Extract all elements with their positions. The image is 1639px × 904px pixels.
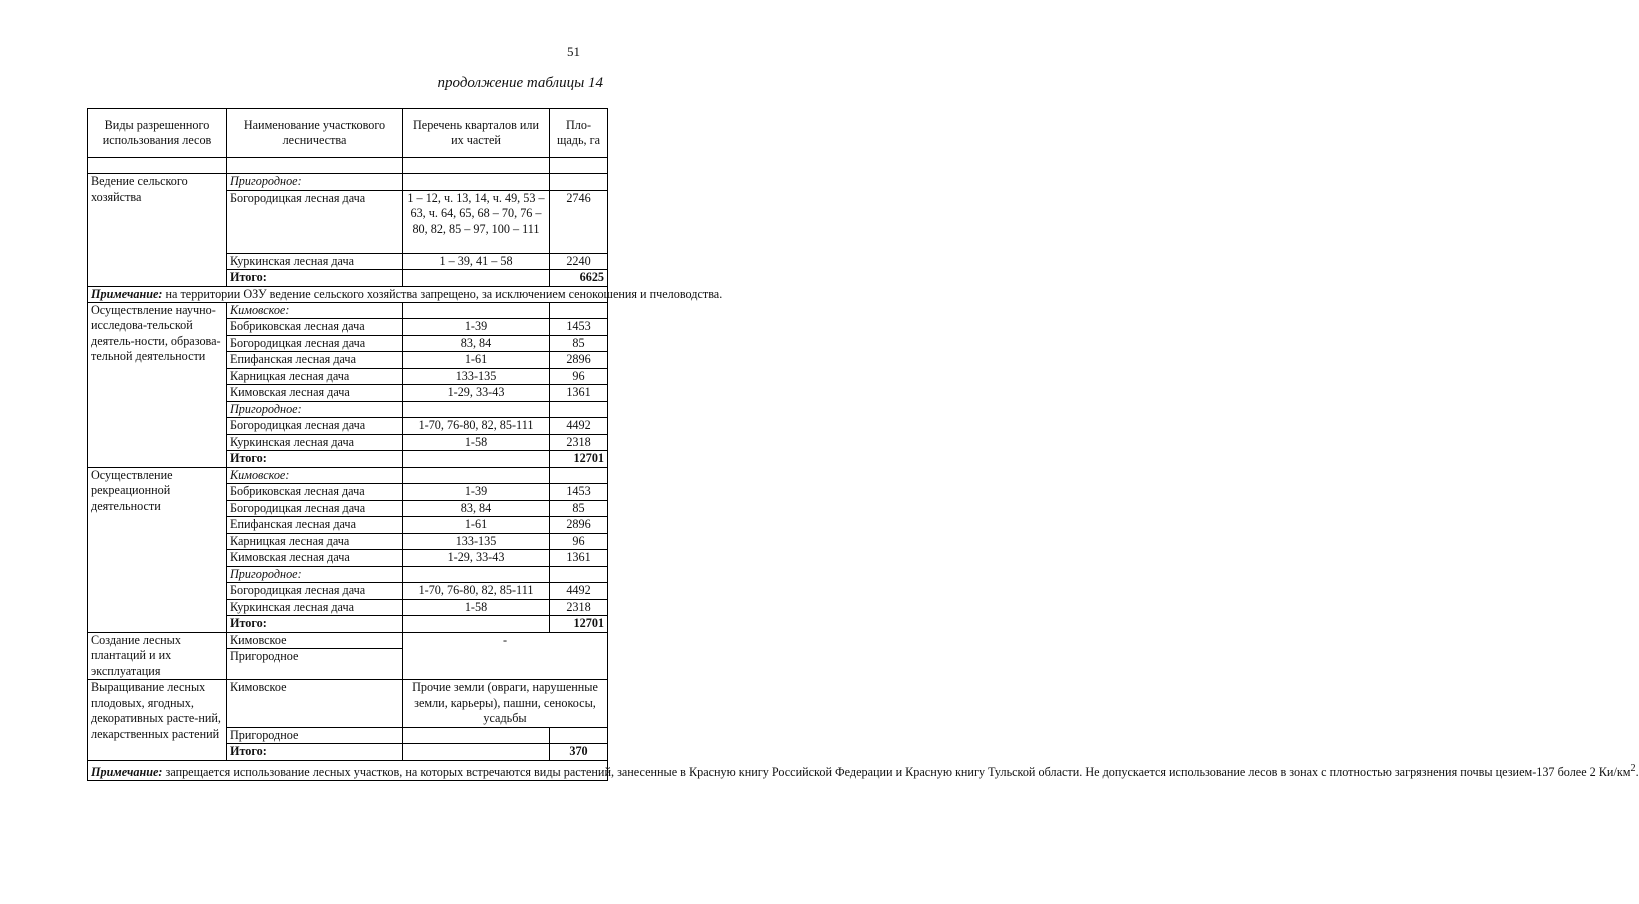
forestry-group-label: Кимовское: — [227, 302, 403, 319]
quarters-cell: 1-70, 76-80, 82, 85-111 — [403, 583, 550, 600]
area-cell: 1361 — [550, 550, 608, 567]
forest-dacha-name: Богородицкая лесная дача — [227, 190, 403, 253]
note-text: на территории ОЗУ ведение сельского хозяйства запрещено, за исключением сенокошения и пчеловодства. — [162, 286, 723, 301]
total-value: 6625 — [550, 270, 608, 287]
activity-forest-plantations: Создание лесных плантаций и их эксплуатация — [88, 632, 227, 680]
table-row — [88, 467, 608, 484]
area-cell: 1453 — [550, 319, 608, 336]
quarters-cell: 1-29, 33-43 — [403, 385, 550, 402]
quarters-cell: 1 – 12, ч. 13, 14, ч. 49, 53 – 63, ч. 64, 65, 68 – 70, 76 – 80, 82, 85 – 97, 100 – 111 — [403, 190, 550, 253]
forestry-name: Кимовское — [227, 680, 403, 728]
area-cell: 2318 — [550, 599, 608, 616]
quarters-cell: 1-58 — [403, 599, 550, 616]
note-row — [88, 760, 608, 780]
forest-dacha-name: Епифанская лесная дача — [227, 517, 403, 534]
area-cell: 1453 — [550, 484, 608, 501]
lands-description: Прочие земли (овраги, нарушенные земли, карьеры), пашни, сенокосы, усадьбы — [403, 680, 608, 728]
total-label: Итого: — [227, 451, 403, 468]
header-usage-type: Виды разрешенного использования лесов — [88, 109, 227, 158]
forestry-name: Пригородное — [227, 649, 403, 680]
forest-dacha-name: Карницкая лесная дача — [227, 533, 403, 550]
area-cell: 2896 — [550, 517, 608, 534]
forestry-group-label: Пригородное: — [227, 566, 403, 583]
forest-dacha-name: Карницкая лесная дача — [227, 368, 403, 385]
table-continuation-title: продолжение таблицы 14 — [437, 75, 603, 91]
forestry-name: Пригородное — [227, 727, 403, 744]
table-header-row — [88, 109, 608, 158]
area-cell: 4492 — [550, 583, 608, 600]
area-cell: 96 — [550, 368, 608, 385]
note-text-end: . — [1635, 764, 1639, 779]
forest-dacha-name: Куркинская лесная дача — [227, 434, 403, 451]
page-number: 51 — [567, 44, 580, 59]
forest-dacha-name: Куркинская лесная дача — [227, 253, 403, 270]
forest-dacha-name: Епифанская лесная дача — [227, 352, 403, 369]
activity-research-education: Осуществление научно-исследова-тельской деятель-ности, образова-тельной деятельности — [88, 302, 227, 467]
area-cell: 4492 — [550, 418, 608, 435]
forestry-name: Кимовское — [227, 632, 403, 649]
quarters-cell: 133-135 — [403, 533, 550, 550]
area-cell: 2318 — [550, 434, 608, 451]
forest-dacha-name: Кимовская лесная дача — [227, 550, 403, 567]
area-cell: 2896 — [550, 352, 608, 369]
quarters-cell: 83, 84 — [403, 335, 550, 352]
quarters-cell: 1-61 — [403, 352, 550, 369]
note-superscript: 2 — [1630, 762, 1636, 774]
not-applicable-cell: - — [403, 632, 608, 680]
forest-dacha-name: Богородицкая лесная дача — [227, 500, 403, 517]
table-row — [88, 632, 608, 649]
activity-agriculture: Ведение сельского хозяйства — [88, 174, 227, 287]
total-label: Итого: — [227, 616, 403, 633]
note-text: запрещается использование лесных участков, на которых встречаются виды растений, занесенные в Красную книгу Российской Федерации и Красную книгу Тульской области. Не допускается использование лесов в зонах с плотностью загрязнения почвы цезием-137 более 2 Ки/км — [162, 764, 1631, 779]
quarters-cell: 1-39 — [403, 484, 550, 501]
forest-use-table — [87, 108, 1639, 781]
table-row — [88, 302, 608, 319]
quarters-cell: 1-39 — [403, 319, 550, 336]
total-value: 370 — [550, 744, 608, 761]
table-spacer-row — [88, 158, 608, 174]
forest-dacha-name: Бобриковская лесная дача — [227, 484, 403, 501]
header-quarters-list: Перечень кварталов или их частей — [403, 109, 550, 158]
forest-dacha-name: Богородицкая лесная дача — [227, 335, 403, 352]
activity-growing-plants: Выращивание лесных плодовых, ягодных, декоративных расте-ний, лекарственных растений — [88, 680, 227, 761]
quarters-cell: 1-58 — [403, 434, 550, 451]
note-agriculture — [88, 286, 723, 302]
area-cell: 85 — [550, 335, 608, 352]
forest-dacha-name: Кимовская лесная дача — [227, 385, 403, 402]
table-row — [88, 174, 608, 191]
total-value: 12701 — [550, 616, 608, 633]
total-label: Итого: — [227, 744, 403, 761]
forest-dacha-name: Богородицкая лесная дача — [227, 418, 403, 435]
table-row — [88, 680, 608, 728]
area-cell: 2746 — [550, 190, 608, 253]
forest-dacha-name: Бобриковская лесная дача — [227, 319, 403, 336]
note-label: Примечание: — [91, 764, 163, 779]
quarters-cell: 133-135 — [403, 368, 550, 385]
area-cell: 2240 — [550, 253, 608, 270]
quarters-cell: 1-70, 76-80, 82, 85-111 — [403, 418, 550, 435]
note-row — [88, 286, 608, 302]
forest-dacha-name: Куркинская лесная дача — [227, 599, 403, 616]
forestry-group-label: Пригородное: — [227, 174, 403, 191]
quarters-cell: 1-61 — [403, 517, 550, 534]
forestry-group-label: Кимовское: — [227, 467, 403, 484]
note-label: Примечание: — [91, 286, 163, 301]
total-value: 12701 — [550, 451, 608, 468]
area-cell: 1361 — [550, 385, 608, 402]
header-area: Пло-щадь, га — [550, 109, 608, 158]
forest-dacha-name: Богородицкая лесная дача — [227, 583, 403, 600]
note-restrictions — [88, 760, 1639, 780]
quarters-cell: 1 – 39, 41 – 58 — [403, 253, 550, 270]
header-forestry-name: Наименование участкового лесничества — [227, 109, 403, 158]
total-label: Итого: — [227, 270, 403, 287]
forestry-group-label: Пригородное: — [227, 401, 403, 418]
area-cell: 85 — [550, 500, 608, 517]
quarters-cell: 1-29, 33-43 — [403, 550, 550, 567]
area-cell: 96 — [550, 533, 608, 550]
quarters-cell: 83, 84 — [403, 500, 550, 517]
activity-recreation: Осуществление рекреационной деятельности — [88, 467, 227, 632]
